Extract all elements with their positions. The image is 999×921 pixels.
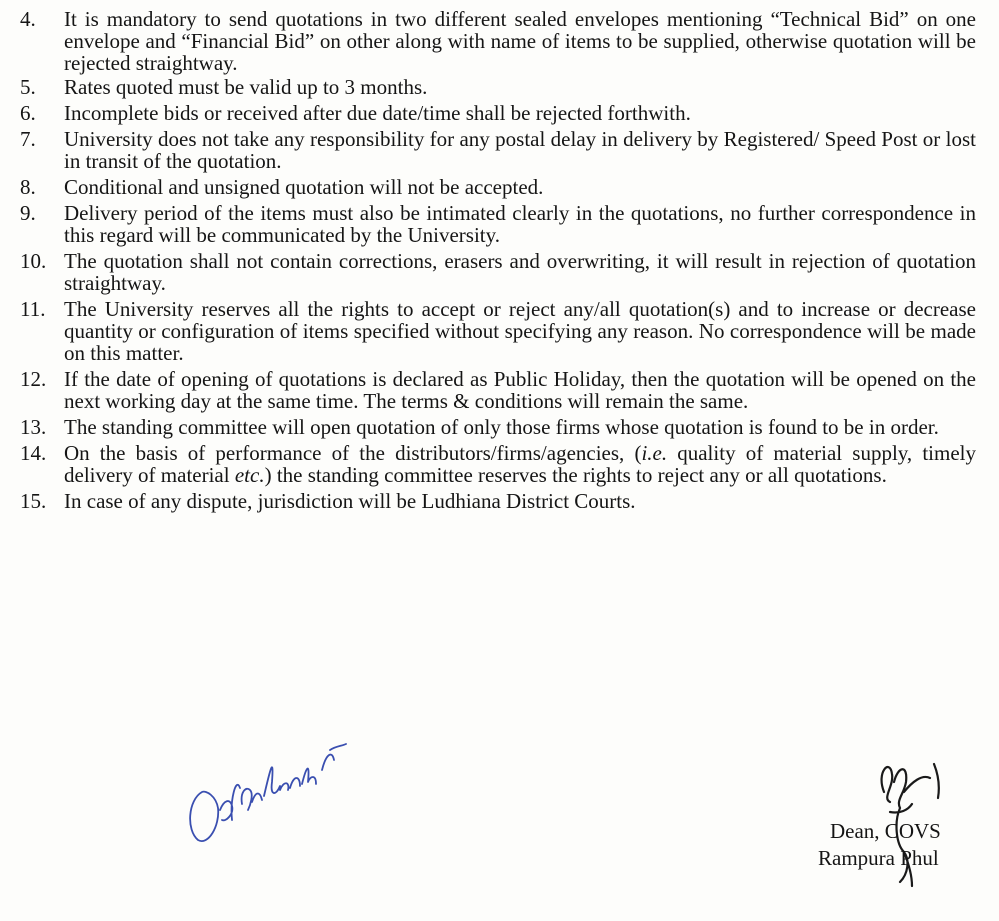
term-item xyxy=(20,176,976,198)
term-item xyxy=(20,102,976,124)
term-item xyxy=(20,8,976,74)
signatory-title: Dean, COVS xyxy=(830,819,941,843)
term-number: 13. xyxy=(20,415,47,439)
term-number: 4. xyxy=(20,7,36,31)
term-number: 7. xyxy=(20,127,36,151)
term-item xyxy=(20,416,976,438)
term-text: The University reserves all the rights to accept or reject any/all quotation(s) and to increase or decrease quantity or configuration of items specified without specifying any reason. No correspondence will be made on this matter. xyxy=(64,297,976,365)
term-text-italic: i.e. xyxy=(641,441,668,465)
term-item xyxy=(20,490,976,512)
term-item xyxy=(20,128,976,172)
term-number: 14. xyxy=(20,441,47,465)
term-number: 6. xyxy=(20,101,36,125)
term-item xyxy=(20,76,976,98)
term-number: 12. xyxy=(20,367,47,391)
term-number: 11. xyxy=(20,297,46,321)
term-text: The quotation shall not contain corrections, erasers and overwriting, it will result in rejection of quotation straightway. xyxy=(64,249,976,295)
term-text-part: ) the standing committee reserves the rights to reject any or all quotations. xyxy=(264,463,887,487)
term-item xyxy=(20,202,976,246)
term-item xyxy=(20,368,976,412)
term-text: If the date of opening of quotations is declared as Public Holiday, then the quotation will be opened on the next working day at the same time. The terms & conditions will remain the same. xyxy=(64,367,976,413)
signatory-place: Rampura Phul xyxy=(818,846,939,870)
signature-stroke xyxy=(190,744,346,841)
term-number: 15. xyxy=(20,489,47,513)
term-text: It is mandatory to send quotations in two different sealed envelopes mentioning “Technical Bid” on one envelope and “Financial Bid” on other along with name of items to be supplied, otherwise quotation will be rejected straightway. xyxy=(64,7,976,75)
term-item xyxy=(20,298,976,364)
term-text xyxy=(64,441,976,487)
signatory-block xyxy=(818,818,968,872)
handwritten-signature-left xyxy=(180,730,350,850)
term-number: 5. xyxy=(20,75,36,99)
term-item xyxy=(20,250,976,294)
term-text: In case of any dispute, jurisdiction will be Ludhiana District Courts. xyxy=(64,489,636,513)
term-item xyxy=(20,442,976,486)
term-number: 9. xyxy=(20,201,36,225)
term-text: Rates quoted must be valid up to 3 months. xyxy=(64,75,428,99)
term-text-part: On the basis of performance of the distributors/firms/agencies, ( xyxy=(64,441,642,465)
term-text-italic: etc. xyxy=(234,463,265,487)
term-text: University does not take any responsibility for any postal delay in delivery by Registered/ Speed Post or lost in transit of the quotation. xyxy=(64,127,976,173)
term-text: Conditional and unsigned quotation will not be accepted. xyxy=(64,175,544,199)
term-text: Incomplete bids or received after due date/time shall be rejected forthwith. xyxy=(64,101,691,125)
term-text: Delivery period of the items must also be intimated clearly in the quotations, no further correspondence in this regard will be communicated by the University. xyxy=(64,201,976,247)
terms-list xyxy=(20,8,976,512)
term-text: The standing committee will open quotation of only those firms whose quotation is found to be in order. xyxy=(64,415,939,439)
term-number: 8. xyxy=(20,175,36,199)
term-text-part: quality of material supply, timely delivery of material xyxy=(64,441,976,487)
term-number: 10. xyxy=(20,249,47,273)
